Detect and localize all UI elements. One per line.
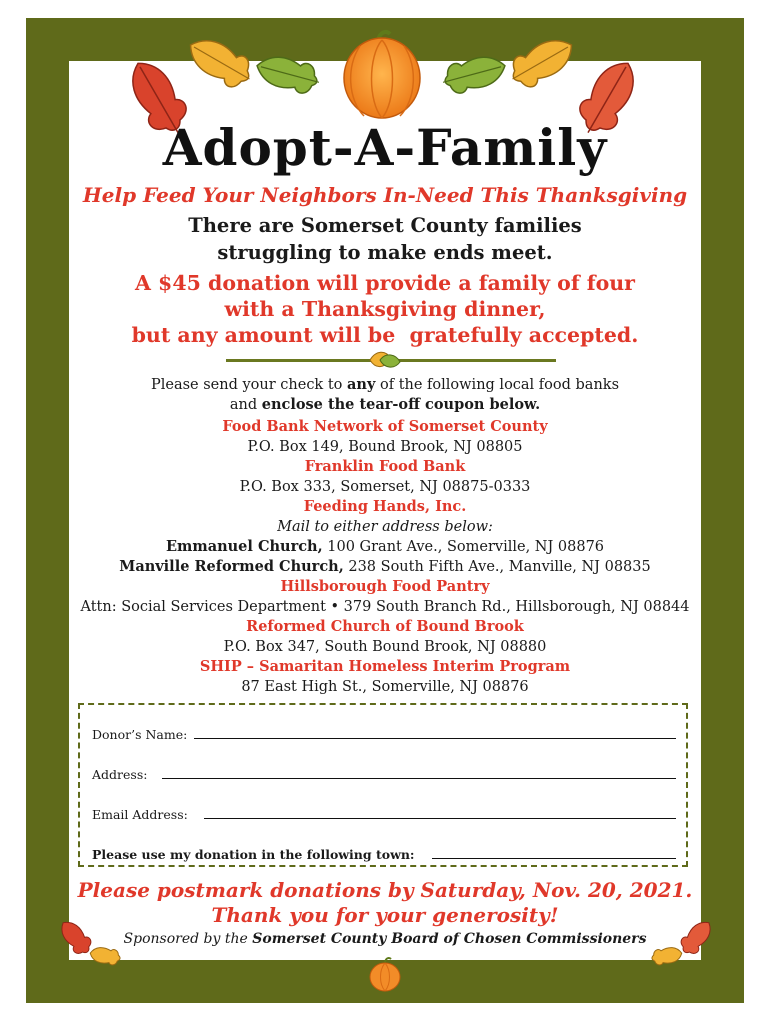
leaf-divider-icon bbox=[366, 348, 402, 372]
church-address: 100 Grant Ave., Somerville, NJ 08876 bbox=[322, 539, 605, 555]
sponsor-name: Somerset County Board of Chosen Commissioners bbox=[252, 931, 647, 947]
thanks-line: Thank you for your generosity! bbox=[211, 903, 559, 927]
town-blank[interactable] bbox=[432, 858, 676, 859]
food-bank-name: Feeding Hands, Inc. bbox=[303, 498, 467, 515]
church-name: Manville Reformed Church, bbox=[119, 558, 344, 575]
autumn-leaves-bottom-right bbox=[640, 912, 716, 974]
green-leaf-icon bbox=[253, 51, 323, 97]
email-field[interactable] bbox=[92, 807, 676, 822]
red-leaf-icon bbox=[677, 916, 716, 958]
email-blank[interactable] bbox=[204, 818, 676, 819]
offer-line-1: A $45 donation will provide a family of four bbox=[135, 271, 635, 295]
instructions-emphasis: any bbox=[347, 376, 376, 393]
instructions-text: and bbox=[229, 397, 262, 413]
donation-offer bbox=[0, 270, 770, 348]
green-leaf-icon bbox=[439, 51, 509, 97]
email-label: Email Address: bbox=[92, 807, 188, 822]
yellow-leaf-icon bbox=[504, 30, 580, 93]
page-title: Adopt-A-Family bbox=[162, 118, 608, 177]
mailing-instructions bbox=[0, 375, 770, 415]
instructions-line-2 bbox=[0, 395, 770, 415]
yellow-leaf-icon bbox=[182, 30, 258, 93]
address-label: Address: bbox=[92, 767, 148, 782]
offer-line-3: but any amount will be gratefully accepted. bbox=[131, 323, 639, 347]
food-bank-name: Reformed Church of Bound Brook bbox=[246, 618, 524, 635]
donor-name-blank[interactable] bbox=[194, 738, 676, 739]
yellow-leaf-icon bbox=[89, 946, 121, 966]
church-name: Emmanuel Church, bbox=[165, 538, 323, 555]
instructions-line-1 bbox=[0, 375, 770, 395]
tear-off-coupon bbox=[78, 703, 688, 867]
red-leaf-icon bbox=[58, 916, 95, 958]
food-bank-name: Food Bank Network of Somerset County bbox=[222, 418, 548, 435]
instructions-emphasis: enclose the tear-off coupon below. bbox=[261, 396, 541, 413]
subtitle: Help Feed Your Neighbors In-Need This Thanksgiving bbox=[82, 183, 688, 207]
food-bank-name: Hillsborough Food Pantry bbox=[280, 578, 490, 595]
food-bank-address: P.O. Box 347, South Bound Brook, NJ 08880 bbox=[223, 639, 547, 655]
food-bank-note: Mail to either address below: bbox=[277, 519, 493, 535]
food-bank-name: SHIP – Samaritan Homeless Interim Program bbox=[199, 658, 571, 675]
donor-name-field[interactable] bbox=[92, 727, 676, 742]
food-bank-address: P.O. Box 149, Bound Brook, NJ 08805 bbox=[247, 439, 523, 455]
donor-name-label: Donor’s Name: bbox=[92, 727, 188, 742]
food-bank-sub-address bbox=[0, 557, 770, 577]
autumn-leaves-bottom-left bbox=[58, 912, 134, 974]
offer-line-2: with a Thanksgiving dinner, bbox=[224, 297, 546, 321]
town-field[interactable] bbox=[92, 847, 676, 862]
postmark-line: Please postmark donations by Saturday, Nov. 20, 2021. bbox=[77, 878, 693, 902]
instructions-text: Please send your check to bbox=[150, 377, 347, 393]
food-bank-name: Franklin Food Bank bbox=[304, 458, 466, 475]
intro-text bbox=[0, 212, 770, 266]
intro-line-1: There are Somerset County families bbox=[188, 214, 582, 237]
sponsor-prefix: Sponsored by the bbox=[123, 931, 253, 947]
church-address: 238 South Fifth Ave., Manville, NJ 08835 bbox=[343, 559, 651, 575]
pumpkin-icon bbox=[344, 32, 420, 118]
town-label: Please use my donation in the following town: bbox=[92, 847, 415, 862]
address-blank[interactable] bbox=[162, 778, 676, 779]
food-bank-address: 87 East High St., Somerville, NJ 08876 bbox=[241, 679, 529, 695]
food-bank-sub-address bbox=[0, 537, 770, 557]
food-bank-address: Attn: Social Services Department • 379 South Branch Rd., Hillsborough, NJ 08844 bbox=[80, 599, 690, 615]
intro-line-2: struggling to make ends meet. bbox=[217, 241, 553, 264]
instructions-text: of the following local food banks bbox=[375, 377, 620, 393]
yellow-leaf-icon bbox=[651, 946, 683, 966]
food-bank-address: P.O. Box 333, Somerset, NJ 08875-0333 bbox=[239, 479, 531, 495]
food-bank-list bbox=[0, 417, 770, 697]
address-field[interactable] bbox=[92, 767, 676, 782]
pumpkin-icon bbox=[368, 956, 402, 992]
